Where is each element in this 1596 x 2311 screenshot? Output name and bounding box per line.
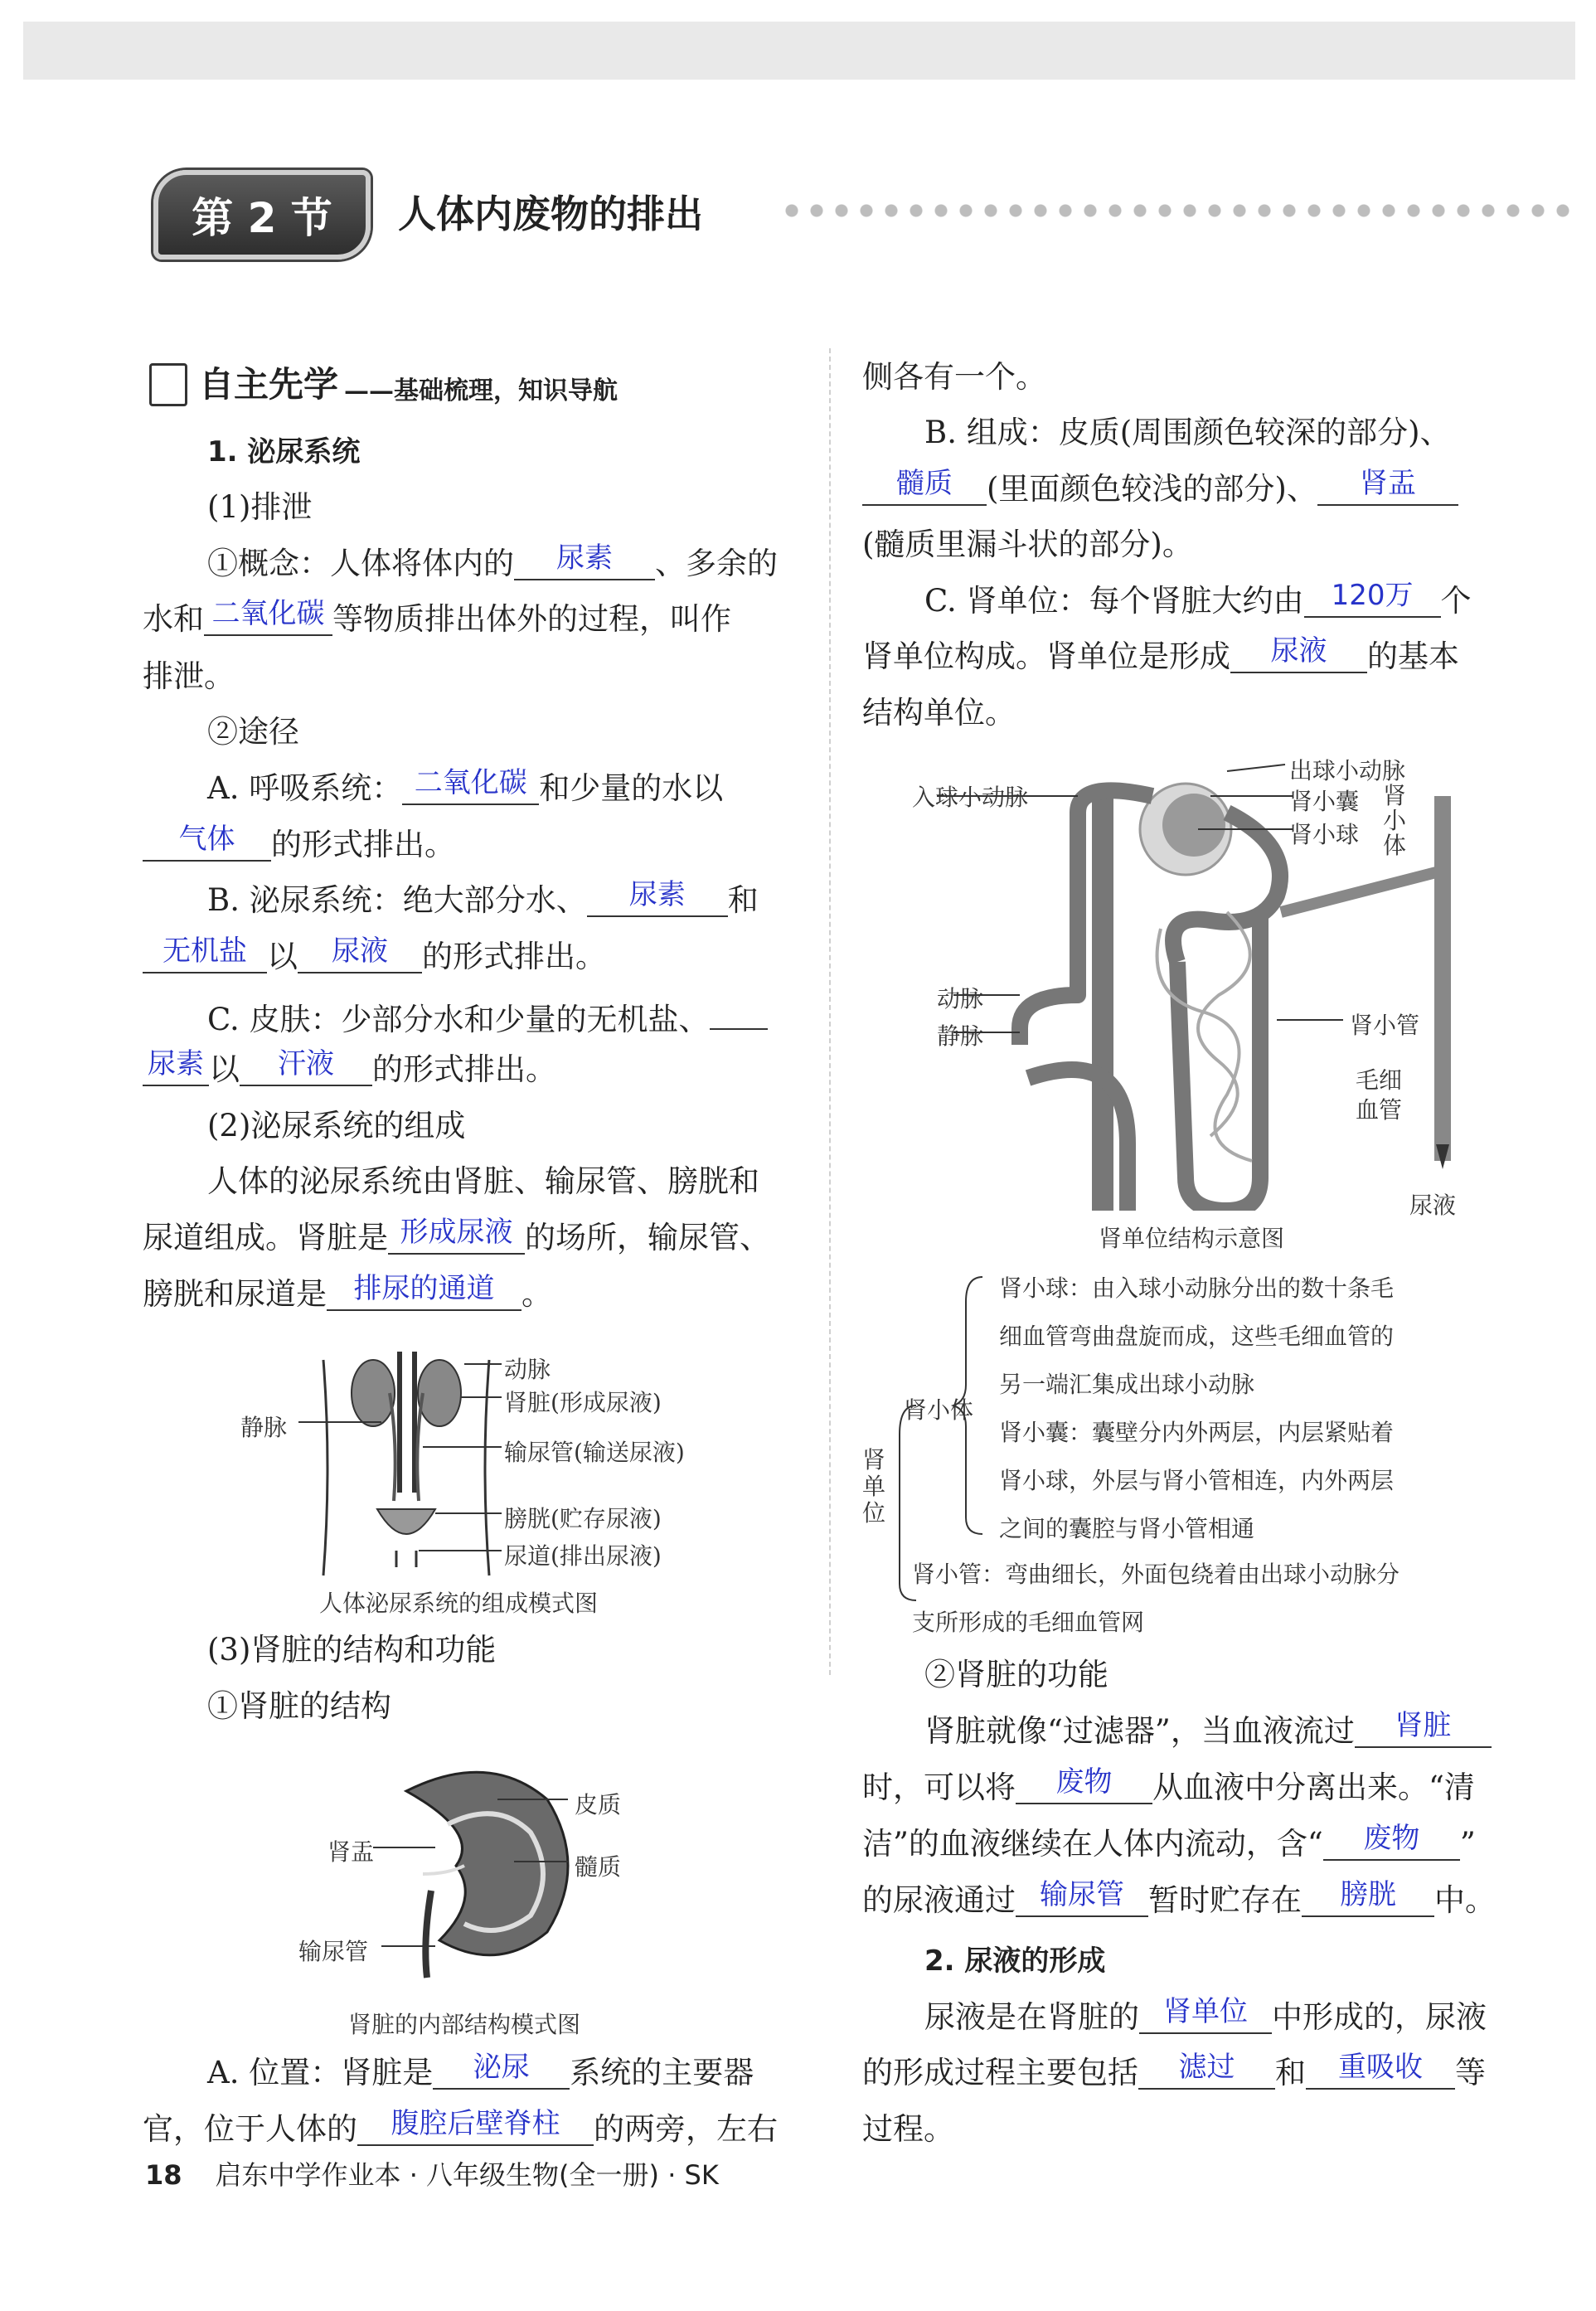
kidney-figure-leaders [357, 1783, 589, 1965]
neph-line1: C. 肾单位：每个肾脏大约由 120万 个 [924, 579, 1472, 619]
fig1-label-artery: 动脉 [504, 1356, 551, 1383]
tree-line: 肾小球：由入球小动脉分出的数十条毛 [999, 1274, 1395, 1302]
answer-waste-1: 废物 [1055, 1765, 1113, 1799]
urine-line3: 过程。 [862, 2111, 954, 2147]
fig1-label-bladder: 膀胱(贮存尿液) [504, 1505, 662, 1532]
comp-line3: 膀胱和尿道是 排尿的通道 。 [143, 1272, 552, 1312]
tree-corpuscle: 肾小体 [904, 1396, 974, 1424]
fig3-label-artery: 动脉 [937, 985, 984, 1012]
compo-line2: 髓质 (里面颜色较浅的部分)、 肾盂 [862, 473, 1458, 506]
func-line3: 洁”的血液继续在人体内流动，含“ 废物 ” [862, 1822, 1476, 1862]
fig3-label-capsule: 肾小囊 [1289, 788, 1360, 815]
uri-line1: B. 泌尿系统：绝大部分水、 尿素 和 [207, 878, 759, 918]
pos-line2: 官，位于人体的 腹腔后壁脊柱 的两旁，左右 [143, 2107, 778, 2147]
fig1-label-ureter: 输尿管(输送尿液) [504, 1439, 685, 1466]
func-line2: 时，可以将 废物 从血液中分离出来。“清 [862, 1765, 1475, 1805]
comp-line2: 尿道组成。肾脏是 形成尿液 的场所，输尿管、 [143, 1216, 770, 1255]
h-urine-formation: 2. 尿液的形成 [924, 1944, 1106, 1978]
tree-line: 肾小球，外层与肾小管相连，内外两层 [999, 1467, 1395, 1494]
answer-bladder: 膀胱 [1340, 1878, 1396, 1911]
uri-line2: 无机盐 以 尿液 的形式排出。 [143, 940, 606, 973]
urine-line2: 的形成过程主要包括 滤过 和 重吸收 等 [862, 2051, 1486, 2090]
tree-line: 肾小囊：囊壁分内外两层，内层紧贴着 [999, 1419, 1395, 1446]
func-line4: 的尿液通过 输尿管 暂时贮存在 膀胱 中。 [862, 1878, 1496, 1918]
compo-line3: (髓质里漏斗状的部分)。 [862, 527, 1193, 562]
answer-filtration: 滤过 [1178, 2051, 1235, 2084]
answer-ureter: 输尿管 [1040, 1878, 1124, 1911]
fig1-caption: 人体泌尿系统的组成模式图 [319, 1590, 599, 1617]
fig2-label-cortex: 皮质 [575, 1791, 622, 1818]
column-divider [829, 348, 831, 1675]
answer-unit: 肾单位 [1163, 1995, 1248, 2028]
answer-salt: 无机盐 [163, 935, 247, 968]
function-heading: ②肾脏的功能 [924, 1657, 1108, 1692]
answer-urea-3: 尿素 [148, 1047, 204, 1080]
concept-line3: 排泄。 [143, 658, 235, 694]
answer-reabsorption: 重吸收 [1338, 2051, 1423, 2084]
h-excretion: (1)排泄 [207, 489, 313, 525]
heading-sub: ——基础梳理，知识导航 [344, 376, 618, 405]
skin-line1: C. 皮肤：少部分水和少量的无机盐、 [207, 997, 768, 1037]
fig3-label-urine: 尿液 [1409, 1192, 1457, 1219]
tree-tubule-a: 肾小管：弯曲细长，外面包绕着由出球小动脉分 [912, 1561, 1400, 1588]
fig2-label-medulla: 髓质 [575, 1853, 622, 1881]
compo-line1: B. 组成：皮质(周围颜色较深的部分)、 [924, 415, 1451, 450]
neph-line2: 肾单位构成。肾单位是形成 尿液 的基本 [862, 634, 1459, 674]
section-badge: 第 2 节 [153, 170, 371, 260]
resp-line2: 气体 的形式排出。 [143, 828, 455, 862]
top-band [23, 22, 1575, 80]
right-cont: 侧各有一个。 [862, 359, 1046, 395]
resp-line1: A. 呼吸系统： 二氧化碳 和少量的水以 [207, 766, 724, 806]
heading-main: 自主先学 [199, 364, 339, 405]
concept-line2: 水和 二氧化碳 等物质排出体外的过程，叫作 [143, 597, 731, 637]
notebook-icon [149, 363, 187, 406]
answer-form-urine: 形成尿液 [400, 1216, 513, 1249]
answer-sweat: 汗液 [278, 1047, 334, 1080]
answer-urinary: 泌尿 [473, 2051, 530, 2084]
fig3-label-in-arteriole: 入球小动脉 [912, 784, 1029, 811]
answer-urea-1: 尿素 [556, 541, 613, 575]
page-number: 18 [145, 2159, 182, 2191]
fig2-label-ureter: 输尿管 [298, 1938, 369, 1965]
h-composition: (2)泌尿系统的组成 [207, 1108, 466, 1143]
answer-urea-2: 尿素 [628, 878, 686, 911]
tree-corpuscle-lines [999, 1265, 1394, 1553]
fig3-label-out-arteriole: 出球小动脉 [1289, 757, 1406, 784]
title-dots [779, 204, 1575, 217]
answer-pelvis: 肾盂 [1359, 467, 1416, 500]
fig3-caption: 肾单位结构示意图 [1099, 1225, 1285, 1252]
neph-line3: 结构单位。 [862, 695, 1016, 731]
func-line1: 肾脏就像“过滤器”，当血液流过 肾脏 [924, 1715, 1492, 1748]
fig1-label-urethra: 尿道(排出尿液) [504, 1542, 662, 1570]
answer-gas: 气体 [178, 823, 235, 856]
answer-co2-1: 二氧化碳 [211, 597, 325, 630]
kidney-structure-heading: ①肾脏的结构 [207, 1688, 391, 1724]
answer-urine-1: 尿液 [332, 935, 388, 968]
page-footer [145, 2154, 719, 2192]
answer-urine-path: 排尿的通道 [353, 1272, 495, 1305]
fig3-label-tubule: 肾小管 [1350, 1012, 1420, 1039]
fig3-label-corpuscle: 肾 小 体 [1383, 782, 1407, 859]
answer-kidney: 肾脏 [1395, 1709, 1452, 1742]
answer-waste-2: 废物 [1363, 1822, 1420, 1855]
fig1-label-kidney: 肾脏(形成尿液) [504, 1389, 662, 1416]
answer-spine: 腹腔后壁脊柱 [391, 2107, 560, 2140]
tree-tubule-b: 支所形成的毛细血管网 [912, 1609, 1145, 1636]
concept-line1: ①概念：人体将体内的 尿素 、多余的 [207, 541, 778, 581]
pos-line1: A. 位置：肾脏是 泌尿 系统的主要器 [207, 2051, 754, 2090]
book-title: 启东中学作业本 · 八年级生物(全一册) · SK [215, 2159, 719, 2191]
fig1-label-vein: 静脉 [240, 1414, 288, 1441]
skin-line2: 尿素 以 汗液 的形式排出。 [143, 1053, 556, 1086]
answer-urine-2: 尿液 [1270, 634, 1327, 668]
fig3-label-vein: 静脉 [937, 1022, 984, 1050]
route-heading: ②途径 [207, 714, 299, 750]
urine-line1: 尿液是在肾脏的 肾单位 中形成的，尿液 [924, 1995, 1487, 2035]
fig2-label-pelvis: 肾盂 [327, 1838, 375, 1866]
answer-count: 120万 [1331, 579, 1414, 612]
tree-line: 细血管弯曲盘旋而成，这些毛细血管的 [999, 1323, 1395, 1350]
h-urinary-system: 1. 泌尿系统 [207, 435, 361, 469]
fig3-label-capillary: 毛细 血管 [1356, 1066, 1403, 1124]
tree-line: 之间的囊腔与肾小管相通 [999, 1515, 1255, 1542]
h-kidney-structure-function: (3)肾脏的结构和功能 [207, 1632, 497, 1668]
fig2-caption: 肾脏的内部结构模式图 [348, 2011, 581, 2038]
tree-line: 另一端汇集成出球小动脉 [999, 1371, 1255, 1398]
comp-line1: 人体的泌尿系统由肾脏、输尿管、膀胱和 [207, 1163, 759, 1199]
section-title: 人体内废物的排出 [398, 192, 703, 236]
answer-co2-2: 二氧化碳 [414, 766, 527, 799]
answer-medulla: 髓质 [896, 467, 953, 500]
tree-root-nephron: 肾 单 位 [862, 1446, 886, 1527]
fig3-label-glomerulus: 肾小球 [1289, 821, 1360, 848]
